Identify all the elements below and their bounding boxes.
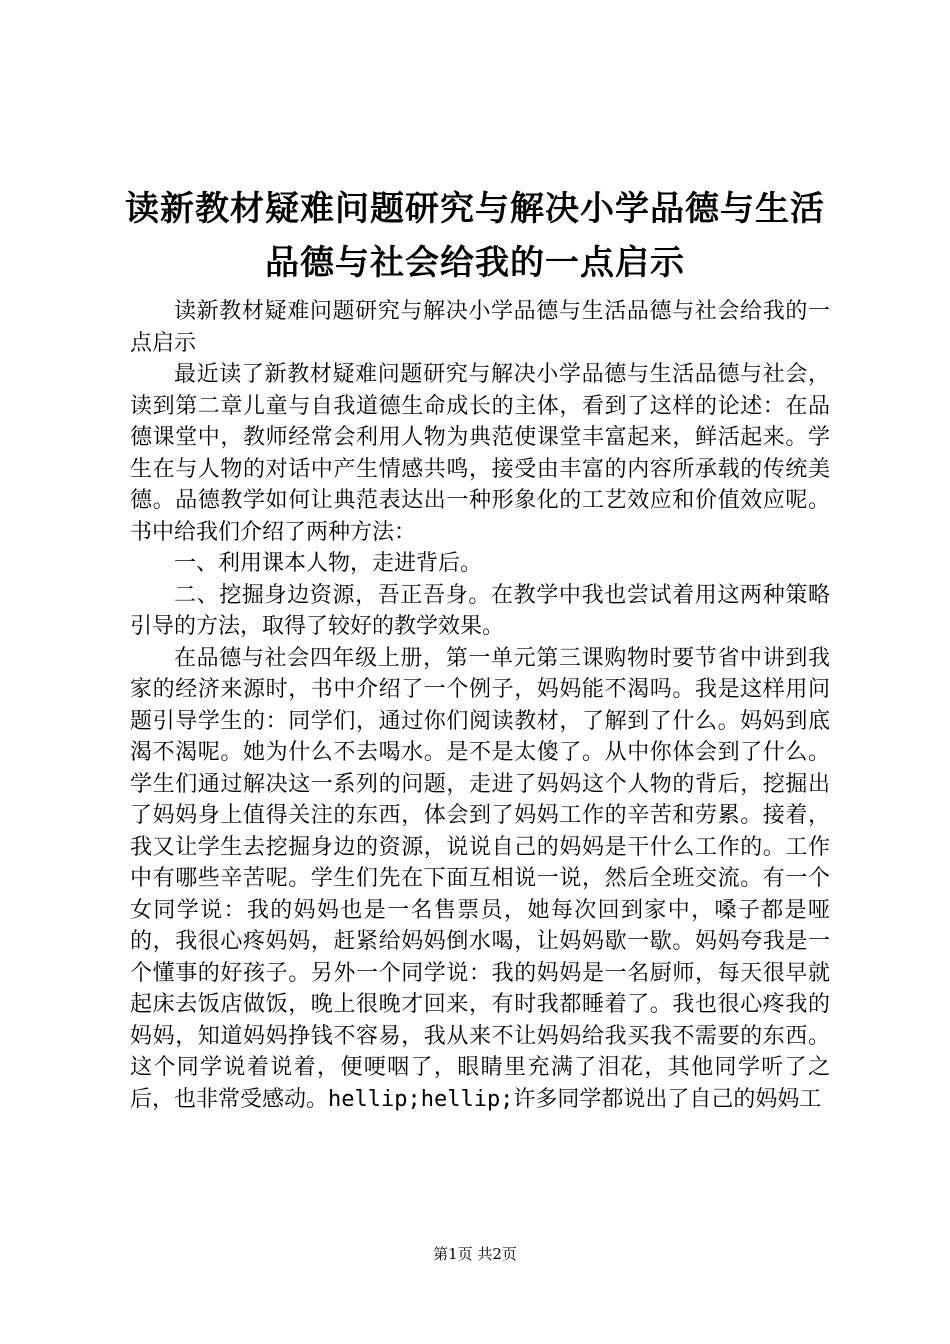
- paragraph-method-1: 一、利用课本人物，走进背后。: [174, 551, 483, 576]
- paragraph-title-repeat: 读新教材疑难问题研究与解决小学品德与生活品德与社会给我的一点启示: [130, 299, 830, 356]
- document-body: [130, 296, 830, 1115]
- document-title-line-1: 读新教材疑难问题研究与解决小学品德与生活: [125, 189, 825, 229]
- page-footer: 第1页 共2页: [433, 1245, 517, 1263]
- paragraph-method-2: 二、挖掘身边资源，吾正吾身。在教学中我也尝试着用这两种策略引导的方法，取得了较好的教学效果。: [130, 582, 830, 639]
- document-title-line-2: 品德与社会给我的一点启示: [265, 243, 685, 283]
- paragraph-intro: 最近读了新教材疑难问题研究与解决小学品德与生活品德与社会，读到第二章儿童与自我道德生命成长的主体，看到了这样的论述：在品德课堂中，教师经常会利用人物为典范使课堂丰富起来，鲜活起来。学生在与人物的对话中产生情感共鸣，接受由丰富的内容所承载的传统美德。品德教学如何让典范表达出一种形象化的工艺效应和价值效应呢。书中给我们介绍了两种方法：: [130, 362, 830, 545]
- paragraph-example: 在品德与社会四年级上册，第一单元第三课购物时要节省中讲到我家的经济来源时，书中介绍了一个例子，妈妈能不渴吗。我是这样用问题引导学生的：同学们，通过你们阅读教材，了解到了什么。妈妈到底渴不渴呢。她为什么不去喝水。是不是太傻了。从中你体会到了什么。学生们通过解决这一系列的问题，走进了妈妈这个人物的背后，挖掘出了妈妈身上值得关注的东西，体会到了妈妈工作的辛苦和劳累。接着，我又让学生去挖掘身边的资源，说说自己的妈妈是干什么工作的。工作中有哪些辛苦呢。学生们先在下面互相说一说，然后全班交流。有一个女同学说：我的妈妈也是一名售票员，她每次回到家中，嗓子都是哑的，我很心疼妈妈，赶紧给妈妈倒水喝，让妈妈歇一歇。妈妈夸我是一个懂事的好孩子。另外一个同学说：我的妈妈是一名厨师，每天很早就起床去饭店做饭，晚上很晚才回来，有时我都睡着了。我也很心疼我的妈妈，知道妈妈挣钱不容易，我从来不让妈妈给我买我不需要的东西。这个同学说着说着，便哽咽了，眼睛里充满了泪花，其他同学听了之后，也非常受感动。hellip;hellip;许多同学都说出了自己的妈妈工: [130, 645, 830, 1112]
